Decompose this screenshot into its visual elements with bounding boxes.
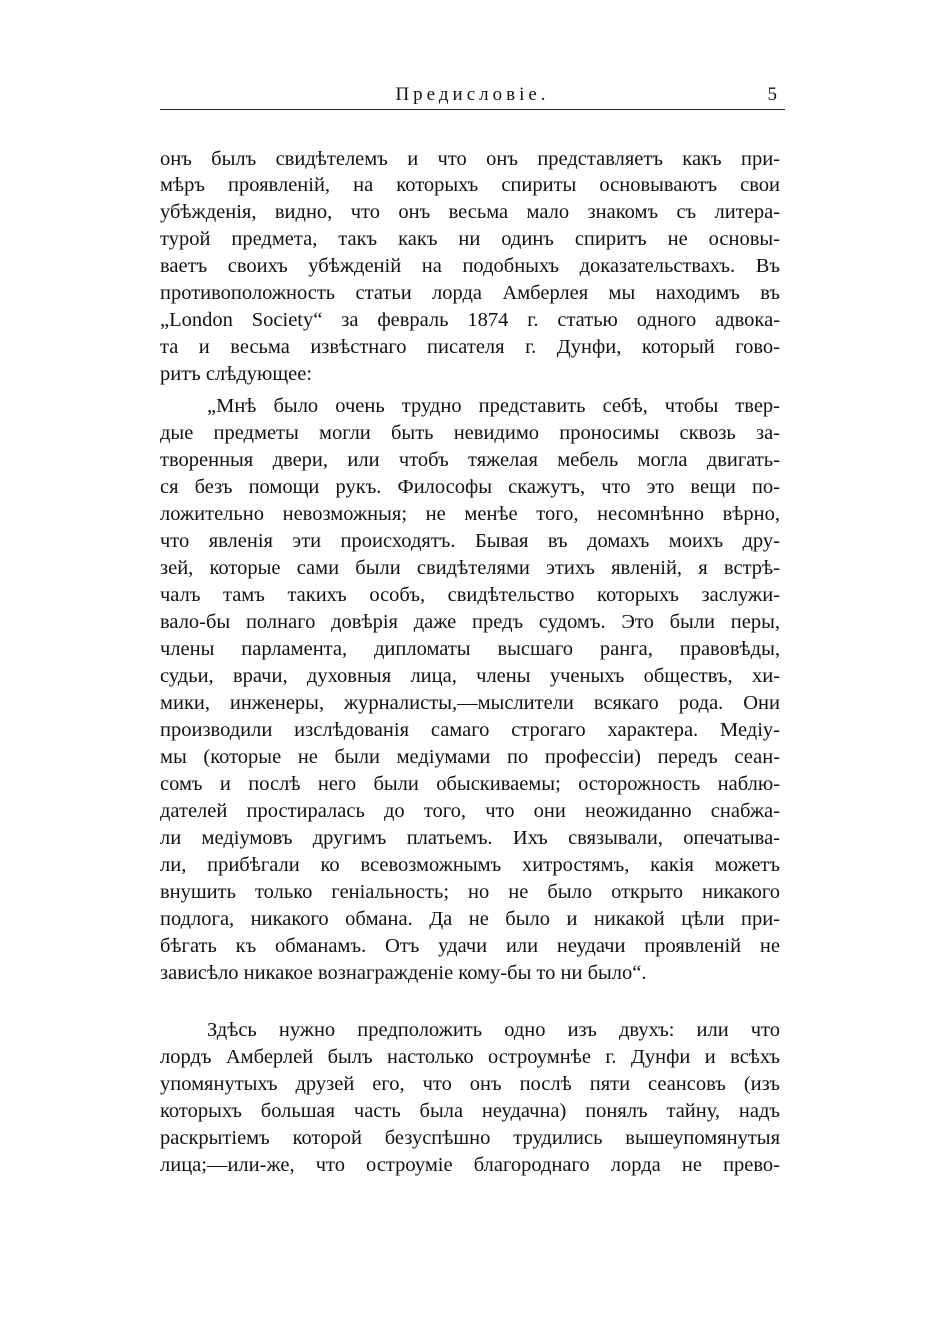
- text-line: производили изслѣдованія самаго строгаго характера. Медіу-: [160, 719, 780, 741]
- text-line: члены парламента, дипломаты высшаго ранга, правовѣды,: [160, 638, 780, 660]
- text-line: Здѣсь нужно предположить одно изъ двухъ: или что: [207, 1019, 780, 1041]
- running-header: [160, 84, 785, 108]
- text-line: мы (которые не были медіумами по профессіи) передъ сеан-: [160, 746, 780, 768]
- text-line: ся безъ помощи рукъ. Философы скажутъ, что это вещи по-: [160, 476, 780, 498]
- text-line: та и весьма извѣстнаго писателя г. Дунфи, который гово-: [160, 336, 780, 358]
- text-line: „Мнѣ было очень трудно представить себѣ, чтобы твер-: [207, 395, 780, 417]
- text-line: сомъ и послѣ него были обыскиваемы; осторожность наблю-: [160, 773, 780, 795]
- text-line: дые предметы могли быть невидимо проносимы сквозь за-: [160, 422, 780, 444]
- text-line: лица;—или-же, что остроуміе благороднаго лорда не прево-: [160, 1154, 780, 1176]
- text-line: турой предмета, такъ какъ ни одинъ спиритъ не основы-: [160, 228, 780, 250]
- text-line: упомянутыхъ друзей его, что онъ послѣ пяти сеансовъ (изъ: [160, 1073, 780, 1095]
- text-line: раскрытіемъ которой безуспѣшно трудились вышеупомянутыя: [160, 1127, 780, 1149]
- running-title: Предисловіе.: [395, 84, 550, 105]
- text-line: вало-бы полнаго довѣрія даже предъ судомъ. Это были перы,: [160, 611, 780, 633]
- text-line: которыхъ большая часть была неудачна) понялъ тайну, надъ: [160, 1100, 780, 1122]
- text-line: ваетъ своихъ убѣжденій на подобныхъ доказательствахъ. Въ: [160, 255, 780, 277]
- text-line: онъ былъ свидѣтелемъ и что онъ представляетъ какъ при-: [160, 148, 780, 170]
- text-line: зависѣло никакое вознагражденіе кому-бы то ни было“.: [160, 962, 647, 984]
- text-line: убѣжденія, видно, что онъ весьма мало знакомъ съ литера-: [160, 201, 780, 223]
- text-line: ли медіумовъ другимъ платьемъ. Ихъ связывали, опечатыва-: [160, 827, 780, 849]
- text-line: дателей простиралась до того, что они неожиданно снабжа-: [160, 800, 780, 822]
- text-line: мѣръ проявленій, на которыхъ спириты основываютъ свои: [160, 174, 780, 196]
- text-line: мики, инженеры, журналисты,—мыслители всякаго рода. Они: [160, 692, 780, 714]
- text-line: „London Society“ за февраль 1874 г. статью одного адвока-: [160, 309, 780, 331]
- text-line: противоположность статьи лорда Амберлея мы находимъ въ: [160, 282, 780, 304]
- text-line: подлога, никакого обмана. Да не было и никакой цѣли при-: [160, 908, 780, 930]
- text-line: лордъ Амберлей былъ настолько остроумнѣе г. Дунфи и всѣхъ: [160, 1046, 780, 1068]
- text-line: зей, которые сами были свидѣтелями этихъ явленій, я встрѣ-: [160, 557, 780, 579]
- text-line: ли, прибѣгали ко всевозможнымъ хитростямъ, какія можетъ: [160, 854, 780, 876]
- text-line: бѣгать къ обманамъ. Отъ удачи или неудачи проявленій не: [160, 935, 780, 957]
- header-rule: [160, 109, 785, 110]
- text-line: внушить только геніальность; но не было открыто никакого: [160, 881, 780, 903]
- text-line: ритъ слѣдующее:: [160, 363, 313, 385]
- text-line: творенныя двери, или чтобъ тяжелая мебель могла двигать-: [160, 449, 780, 471]
- text-line: ложительно невозможныя; не менѣе того, несомнѣнно вѣрно,: [160, 503, 780, 525]
- text-line: чалъ тамъ такихъ особъ, свидѣтельство которыхъ заслужи-: [160, 584, 780, 606]
- page-number: 5: [767, 84, 777, 105]
- text-line: судьи, врачи, духовныя лица, члены ученыхъ обществъ, хи-: [160, 665, 780, 687]
- text-line: что явленія эти происходятъ. Бывая въ домахъ моихъ дру-: [160, 530, 780, 552]
